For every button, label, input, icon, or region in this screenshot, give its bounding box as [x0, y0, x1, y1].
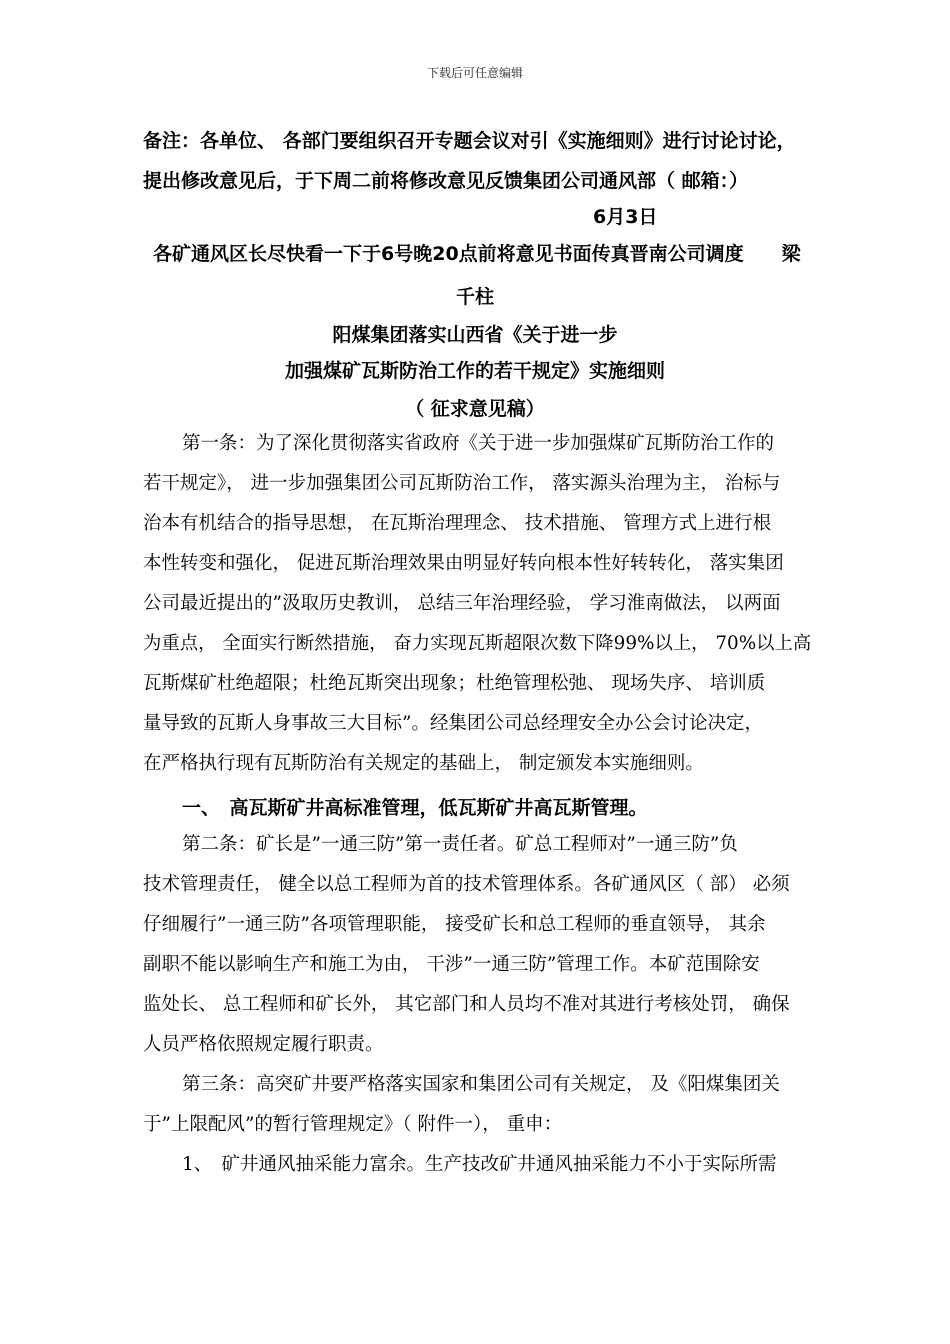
- article2-line: 仔细履行”一通三防”各项管理职能， 接受矿长和总工程师的垂直领导， 其余: [143, 914, 766, 935]
- remark-line-1: 备注：各单位、 各部门要组织召开专题会议对引《实施细则》进行讨论讨论，: [143, 130, 796, 152]
- article1-line: 量导致的瓦斯人身事故三大目标”。经集团公司总经理安全办公会讨论决定，: [143, 713, 763, 734]
- article2-line: 技术管理责任， 健全以总工程师为首的技术管理体系。各矿通风区（ 部） 必须: [143, 874, 790, 895]
- article3-line: 第三条：高突矿井要严格落实国家和集团公司有关规定， 及《阳煤集团关: [182, 1074, 780, 1095]
- article2-line: 人员严格依照规定履行职责。: [143, 1034, 384, 1055]
- article3-line: 于”上限配风”的暂行管理规定》（ 附件一）， 重申：: [143, 1114, 563, 1135]
- doc-title-line-1: 阳煤集团落实山西省《关于进一步: [332, 324, 618, 346]
- doc-title-line-3: （ 征求意见稿）: [405, 398, 545, 420]
- article1-line: 公司最近提出的”汲取历史教训， 总结三年治理经验， 学习淮南做法， 以两面: [143, 593, 781, 614]
- article1-line: 本性转变和强化， 促进瓦斯治理效果由明显好转向根本性好转转化， 落实集团: [143, 553, 784, 574]
- article2-line: 监处长、 总工程师和矿长外， 其它部门和人员均不准对其进行考核处罚， 确保: [143, 994, 790, 1015]
- notice-line-2: 千柱: [455, 286, 494, 308]
- doc-title-line-2: 加强煤矿瓦斯防治工作的若干规定》实施细则: [284, 360, 665, 382]
- remark-date: 6月3日: [593, 206, 658, 228]
- article1-line: 在严格执行现有瓦斯防治有关规定的基础上， 制定颁发本实施细则。: [143, 753, 704, 774]
- article2-line: 第二条：矿长是”一通三防”第一责任者。矿总工程师对”一通三防”负: [182, 834, 738, 855]
- article1-line: 为重点， 全面实行断然措施， 奋力实现瓦斯超限次数下降99%以上， 70%以上高: [143, 633, 812, 654]
- remark-line-2: 提出修改意见后，于下周二前将修改意见反馈集团公司通风部（ 邮箱：）: [143, 170, 749, 192]
- item1-text: 1、 矿井通风抽采能力富余。生产技改矿井通风抽采能力不小于实际所需: [182, 1154, 777, 1175]
- notice-line-1: 各矿通风区长尽快看一下于6号晚20点前将意见书面传真晋南公司调度 梁: [153, 243, 801, 265]
- article1-line: 若干规定》， 进一步加强集团公司瓦斯防治工作， 落实源头治理为主， 治标与: [143, 473, 781, 494]
- article1-line: 瓦斯煤矿杜绝超限；杜绝瓦斯突出现象；杜绝管理松弛、 现场失序、 培训质: [143, 673, 766, 694]
- article1-line: 第一条：为了深化贯彻落实省政府《关于进一步加强煤矿瓦斯防治工作的: [182, 433, 775, 454]
- header-note: 下载后可任意编辑: [426, 66, 523, 80]
- section1-heading: 一、 高瓦斯矿井高标准管理，低瓦斯矿井高瓦斯管理。: [182, 797, 648, 819]
- article2-line: 副职不能以影响生产和施工为由， 干涉”一通三防”管理工作。本矿范围除安: [143, 954, 760, 975]
- article1-line: 治本有机结合的指导思想， 在瓦斯治理理念、 技术措施、 管理方式上进行根: [143, 513, 772, 534]
